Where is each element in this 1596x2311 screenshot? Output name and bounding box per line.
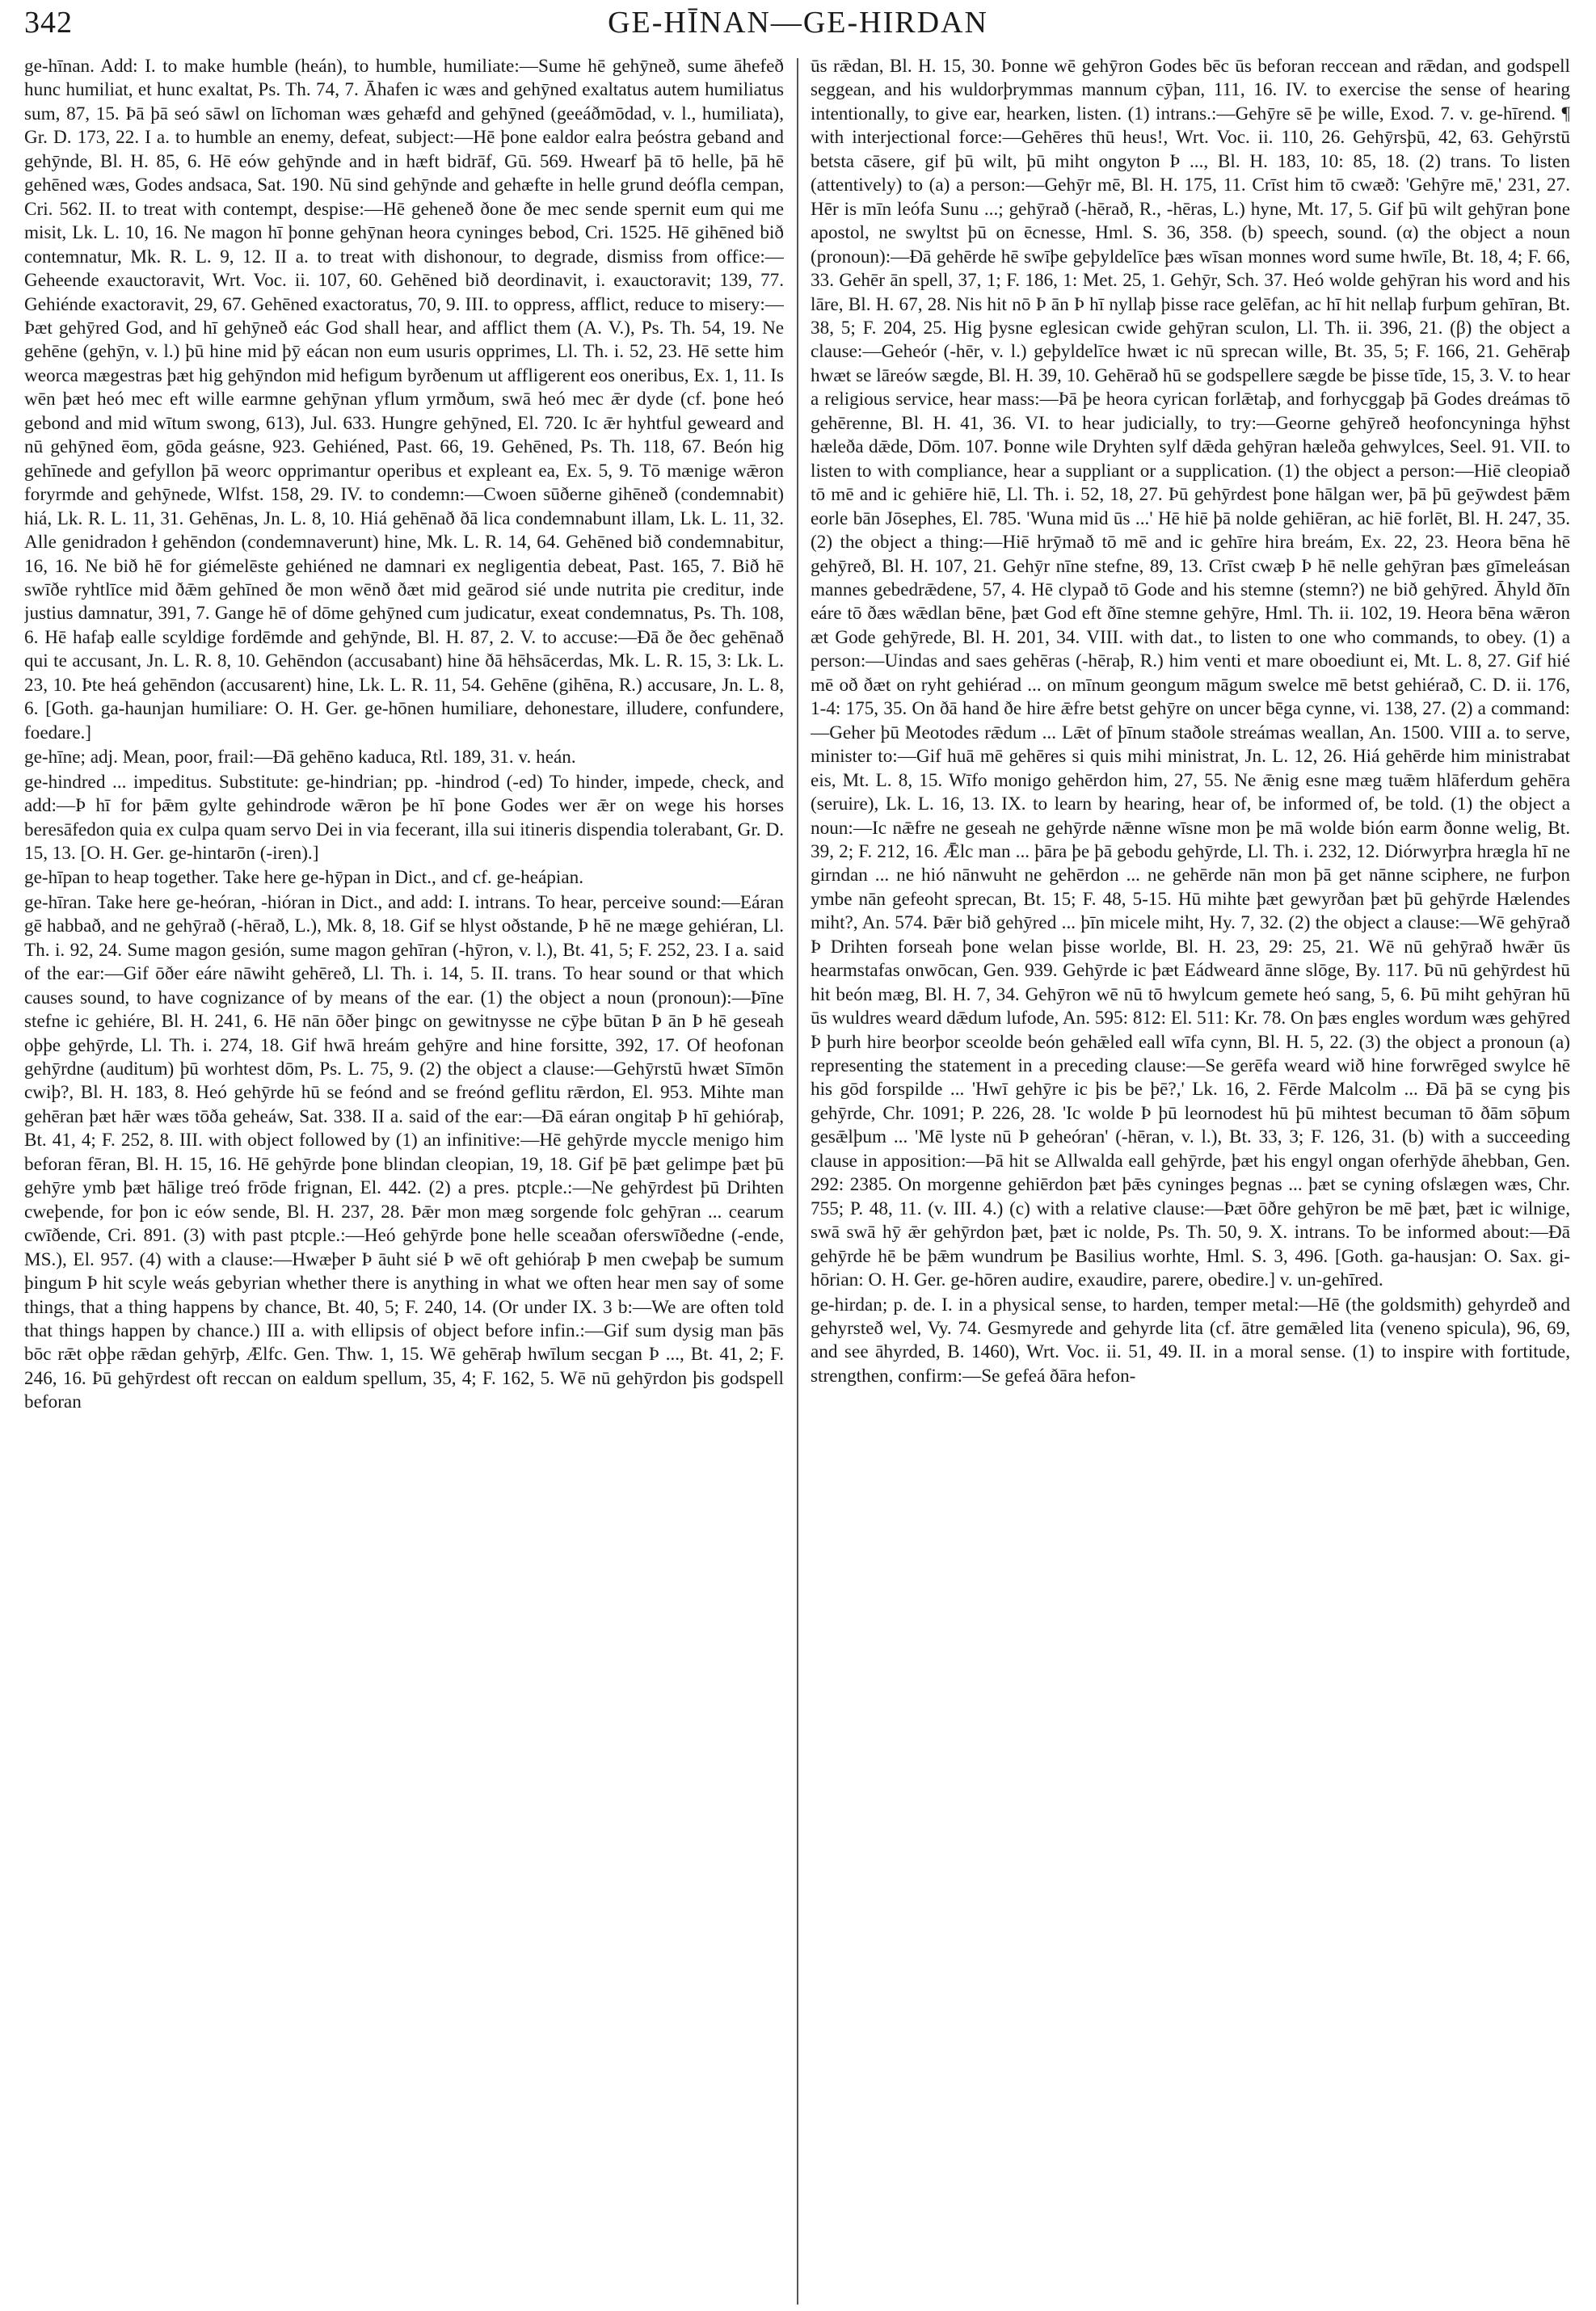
entry-ge-hiran: ge-hīran. Take here ge-heóran, -hióran in Dict., and add: I. intrans. To hear, perceive sound:—Eáran gē habbað, and ne gehȳrað (-hērað, L.), Mk. 8, 18. Gif se hlyst oðstande, Þ hē ne mæge gehiéran, Ll. Th. i. 92, 24. Sume magon gesión, sume magon gehīran (-hȳron, v. l.), Bt. 41, 5; F. 252, 23. I a. said of the ear:—Gif ōðer eáre nāwiht gehēreð, Ll. Th. i. 14, 5. II. trans. To hear sound or that which causes sound, to have cognizance of by means of the ear. (1) the object a noun (pronoun):—Þīne stefne ic gehiére, Bl. H. 241, 6. Hē nān ōðer þingc on gewitnysse ne cȳþe būtan Þ ān Þ hē geseah oþþe gehȳrde, Ll. Th. i. 274, 18. Gif hwā hreám gehȳre and hine forsitte, 392, 17. Of heofonan gehȳrdne (auditum) þū worhtest dōm, Ps. L. 75, 9. (2) the object a clause:—Gehȳrstū hwæt Sīmōn cwiþ?, Bl. H. 183, 8. Heó gehȳrde hū se feónd and se freónd geflitu rǣrdon, El. 953. Mihte man gehēran þæt hǣr wæs tōða geheáw, Sat. 338. II a. said of the ear:—Ðā eáran ongitaþ Þ hī gehióraþ, Bt. 41, 4; F. 252, 8. III. with object followed by (1) an infinitive:—Hē gehȳrde myccle menigo him beforan fēran, Bl. H. 15, 16. Hē gehȳrde þone blindan cleopian, 19, 18. Gif þē þæt gelimpe þæt þū gehȳre ymb þæt hālige treó frōde frignan, El. 442. (2) a pres. ptcple.:—Ne gehȳrdest þū Drihten cweþende, for þon ic eów sende, Bl. H. 237, 28. Þǣr mon mæg sorgende folc gehȳran ... cearum cwīðende, Cri. 891. (3) with past ptcple.:—Heó gehȳrde þone helle sceaðan oferswīðedne (-ende, MS.), El. 957. (4) with a clause:—Hwæþer Þ āuht sié Þ wē oft gehióraþ Þ men cweþaþ be sumum þingum Þ hit scyle weás gebyrian whether there is anything in what we often hear men say of some things, that a thing happens by chance, Bt. 40, 5; F. 240, 14. (Or under IX. 3 b:—We are often told that things happen by chance.) III a. with ellipsis of object before infin.:—Gif sum dysig man þās bōc rǣt oþþe rǣdan gehȳrþ, Ælfc. Gen. Thw. 1, 15. Wē gehēraþ hwīlum secgan Þ ..., Bt. 41, 2; F. 246, 16. Þū gehȳrdest oft reccan on ealdum spellum, 35, 4; F. 162, 5. Wē nū gehȳrdon þis godspell beforan — [24, 891, 784, 1413]
entry-ge-hirdan: ge-hirdan; p. de. I. in a physical sense, to harden, temper metal:—Hē (the goldsmith) gehyrdeð and gehyrsteð wel, Vy. 74. Gesmyrede and gehyrde lita (cf. ātre gemǣled lita (veneno spicula), 96, 69, and see āhyrded, B. 1460), Wrt. Voc. ii. 51, 49. II. in a moral sense. (1) to inspire with fortitude, strengthen, confirm:—Se gefeá ðāra hefon- — [811, 1294, 1570, 1387]
entry-ge-hipan: ge-hīpan to heap together. Take here ge-hȳpan in Dict., and cf. ge-heápian. — [24, 867, 584, 889]
entry-ge-hinan: ge-hīnan. Add: I. to make humble (heán), to humble, humiliate:—Sume hē gehȳneð, sume āhefeð hunc humiliat, et hunc exaltat, Ps. Th. 74, 7. Āhafen ic wæs and gehȳned exaltatus autem humiliatus sum, 87, 15. Þā þā seó sāwl on līchoman wæs gehæfd and gehȳned (geeáðmōdad, v. l., humiliata), Gr. D. 173, 22. I a. to humble an enemy, defeat, subject:—Hē þone ealdor ealra þeóstra geband and gehȳnde, Bl. H. 85, 6. Hē eów gehȳnde and in hæft bidrāf, Gū. 569. Hwearf þā tō helle, þā hē gehēned wæs, Godes andsaca, Sat. 190. Nū sind gehȳnde and gehæfte in helle grund deófla cempan, Cri. 562. II. to treat with contempt, despise:—Hē geheneð ðone ðe mec sende spernit eum qui me misit, Lk. L. 10, 16. Ne magon hī þonne gehȳnan heora cyninges bebod, Cri. 1525. Hē gihēned bið contemnatur, Mk. R. L. 9, 12. II a. to treat with dishonour, to degrade, dismiss from office:—Geheende exauctoravit, Wrt. Voc. ii. 107, 60. Gehēned bið deordinavit, i. exauctoravit; 139, 77. Gehiénde exactoravit, 29, 67. Gehēned exactoratus, 70, 9. III. to oppress, afflict, reduce to misery:—Þæt gehȳred God, and hī gehȳneð eác God shall hear, and afflict them (A. V.), Ps. Th. 54, 19. Ne gehēne (gehȳn, v. l.) þū hine mid þȳ eácan non eum usuris opprimes, Ll. Th. i. 52, 23. Hē sette him weorca mægestras þæt hig gehȳndon mid hefigum byrðenum ut affligerent eos oneribus, Ex. 1, 11. Is wēn þæt heó mec eft wille earmne gehȳnan yflum yrmðum, swā heó mec ǣr dyde (cf. þone heó gebond and mid wītum swong, 613), Jul. 633. Hungre gehȳned, El. 720. Ic ǣr hyhtful geweard and nū gehȳned ēom, gōda geásne, 923. Gehiéned, Past. 66, 19. Gehēned, Ps. Th. 118, 67. Beón hig gehīnede and gefyllon þā weorc opprimantur operibus et expleant ea, Ex. 5, 9. Tō mænige wǣron foryrmde and gehȳnede, Wlfst. 158, 29. IV. to condemn:—Cwoen sūðerne gihēneð (condemnabit) hiá, Lk. R. L. 11, 31. Gehēnas, Jn. L. 8, 10. Hiá gehēnað ðā lica condemnabunt illam, Lk. L. 11, 32. Alle genidradon ł gehēndon (condemnaverunt) hine, Mk. L. R. 14, 64. Gehēned bið condemnabitur, 16, 16. Ne bið hē for giémelēste gehiéned ne damnari ex negligentia debeat, Past. 165, 7. Bið hē swīðe ryhtlīce mid ðǣm gehīned ðe mon wēnð ðæt mid geārod sié unde nutrita pie creditur, inde justius damnatur, 391, 7. Gange hē of dōme gehȳned cum judicatur, exeat condemnatus, Ps. Th. 108, 6. Hē hafaþ ealle scyldige fordēmde and gehȳnde, Bl. H. 87, 2. V. to accuse:—Ðā ðe ðec gehēnað qui te accusant, Jn. L. R. 8, 10. Gehēndon (accusabant) hine ðā hēhsācerdas, Mk. L. R. 15, 3: Lk. L. 23, 10. Þte heá gehēndon (accusarent) hine, Lk. L. R. 11, 54. Gehēne (gihēna, R.) accusare, Jn. L. 8, 6. [Goth. ga-haunjan humiliare: O. H. Ger. ge-hōnen humiliare, dehonestare, illudere, confundere, foedare.] — [24, 56, 784, 743]
column-divider — [797, 58, 798, 2305]
entry-ge-hindred: ge-hindred ... impeditus. Substitute: ge-hindrian; pp. -hindrod (-ed) To hinder, impede, check, and add:—Þ hī for þǣm gylte gehindrode wǣron þe hī þone Godes wer ǣr on wege his horses beresāfedon quia ex culpa quam servo Dei in via fecerant, illa sui itineris dispendia tolerabant, Gr. D. 15, 13. [O. H. Ger. ge-hintarōn (-iren).] — [24, 771, 784, 864]
page-header — [0, 0, 1596, 48]
page-number: 342 — [24, 6, 73, 40]
entry-ge-hiran-continued: ūs rǣdan, Bl. H. 15, 30. Þonne wē gehȳron Godes bēc ūs beforan reccean and rǣdan, and godspell seggean, and his wuldorþrymmas mannum cȳþan, 111, 16. IV. to exercise the sense of hearing intentionally, to give ear, hearken, listen. (1) intrans.:—Gehȳre sē þe wille, Exod. 7. v. ge-hīrend. ¶ with interjectional force:—Gehēres thū heus!, Wrt. Voc. ii. 110, 26. Gehȳrsþū, 42, 63. Gehȳrstū betsta cāsere, gif þū wilt, þū miht ongyton Þ ..., Bl. H. 183, 10: 85, 18. (2) trans. To listen (attentively) to (a) a person:—Gehȳr mē, Bl. H. 175, 11. Crīst him tō cwæð: 'Gehȳre mē,' 231, 27. Hēr is mīn leófa Sunu ...; gehȳrað (-hērað, R., -hēras, L.) hyne, Mt. 17, 5. Gif þū wilt gehȳran þone apostol, ne swyltst þū on ēcnesse, Hml. S. 36, 358. (b) speech, sound. (α) the object a noun (pronoun):—Ðā gehērde hē swīþe geþyldelīce þæs wīsan monnes word sume hwīle, Bt. 18, 4; F. 66, 33. Gehēr ān spell, 37, 1; F. 186, 1: Met. 25, 1. Gehȳr, Sch. 37. Heó wolde gehȳran his word and his lāre, Bl. H. 67, 28. Nis hit nō Þ ān Þ hī nyllaþ þisse race gelēfan, ac hī hit nellaþ furþum gehīran, Bt. 38, 5; F. 204, 25. Hig þysne eglesican cwide gehȳran sculon, Ll. Th. ii. 396, 21. (β) the object a clause:—Geheór (-hēr, v. l.) geþyldelīce hwæt ic nū sprecan wille, Bt. 35, 5; F. 166, 21. Gehēraþ hwæt se lāreów sægde, Bl. H. 39, 10. Gehērað hū se godspellere sægde be þisse tīde, 15, 3. V. to hear a religious service, hear mass:—Þā þe heora cyrican forlǣtaþ, and forhycggaþ þā Godes dreámas tō gehērenne, Bl. H. 41, 36. VI. to hear judicially, to try:—Georne gehȳreð heofoncyninga hȳhst hæleða dǣde, Dōm. 107. Þonne wile Dryhten sylf dǣda gehȳran hæleða gehwylces, Seel. 91. VII. to listen to with compliance, hear a suppliant or a supplication. (1) the object a person:—Hiē cleopiað tō mē and ic gehiēre hiē, Ll. Th. i. 52, 18, 27. Þū gehȳrdest þone hālgan wer, þā þū geȳwdest þǣm eorle bān Jōsephes, El. 785. 'Wuna mid ūs ...' Hē hiē þā nolde gehiēran, ac hiē forlēt, Bl. H. 247, 35. (2) the object a thing:—Hiē hrȳmað tō mē and ic gehīre hira breám, Ex. 22, 23. Heora bēna hē gehȳreð, Bl. H. 107, 21. Gehȳr nīne stefne, 89, 13. Crīst cwæþ Þ hē nelle gehȳran þæs gīmeleásan mannes gebedrǣdene, 57, 4. Hē clypað tō Gode and his stemne (stemn?) ne bið gehȳred. Āhyld ðīn eáre tō ðæs wǣdlan bēne, þæt God eft ðīne stemne gehȳre, Hml. Th. ii. 102, 19. Heora bēna wǣron æt Gode gehȳrede, Bl. H. 201, 34. VIII. with dat., to listen to one who commands, to obey. (1) a person:—Uindas and saes gehēras (-hēraþ, R.) him venti et mare oboediunt ei, Mt. L. 8, 27. Gif hié mē oð ðæt on ryht gehiérad ... on mīnum geongum māgum swelce mē betst gehiérað, C. D. ii. 176, 1-4: 175, 35. On ðā hand ðe hire ǣfre betst gehȳre on uncer bēga cynne, vi. 138, 27. (2) a command:—Geher þū Meotodes rǣdum ... Lǣt of þīnum staðole streámas weallan, An. 1500. VIII a. to serve, minister to:—Gif huā mē gehēres si quis mihi ministrat, Jn. L. 12, 26. Hiá gehērde him ministrabat eis, Mt. L. 8, 15. Wīfo monigo gehērdon him, 27, 55. Ne ǣnig esne mæg tuǣm hlāferdum gehēra (seruire), Lk. L. 16, 13. IX. to learn by hearing, hear of, be informed of, be told. (1) the object a noun:—Ic nǣfre ne geseah ne gehȳrde nǣnne wīsne mon þe mā wolde bión earm ðonne welig, Bt. 39, 2; F. 212, 16. Ǣlc man ... þāra þe þā gebodu gehȳrde, Ll. Th. i. 232, 12. Diórwyrþra hrægla hī ne girndan ... ne hió nānwuht ne gehērdon ... ne gehērde nān mon þā get nānne sciphere, ne furþon ymbe nān gefeoht sprecan, Bt. 15; F. 48, 5-15. Hū mihte þæt gewyrðan þæt þū gehȳrde Hælendes miht?, An. 574. Þǣr bið gehȳred ... þīn micele miht, Hy. 7, 32. (2) the object a clause:—Wē gehȳrað Þ Drihten forseah þone welan þisse worlde, Bl. H. 23, 29: 25, 21. Wē nū gehȳrað hwǣr ūs hearmstafas onwōcan, Gen. 939. Gehȳrde ic þæt Eádweard ānne slōge, By. 117. Þū nū gehȳrdest hū hit beón mæg, Bl. H. 7, 34. Gehȳron wē nū tō hwylcum gemete heó sang, 5, 6. Þū miht gehȳran hū ūs wuldres weard dǣdum lufode, An. 595: 812: El. 511: Kr. 78. On þæs engles wordum wæs gehȳred Þ þurh hire beorþor sceolde beón gehǣled eall wīfa cynn, Bl. H. 5, 22. (3) the object a pronoun (a) representing the statement in a preceding clause:—Se gerēfa weard wið hine forwrēged swylce hē his gōd forspilde ... 'Hwī gehȳre ic þis be þē?,' Lk. 16, 2. Fērde Malcolm ... Ðā þā se cyng þis gehȳrde, Chr. 1091; P. 226, 28. 'Ic wolde Þ þū leornodest hū þū mihtest becuman tō ðām sōþum gesǣlþum ... 'Mē lyste nū Þ geheóran' (-hēran, v. l.), Bt. 33, 3; F. 126, 31. (b) with a succeeding clause in apposition:—Þā hit se Allwalda eall gehȳrde, þæt his engyl ongan oferhȳde āhebban, Gen. 292: 2385. On morgenne gehiērdon þæt þǣs cyninges þegnas ... þæt se cyning ofslægen wæs, Chr. 755; P. 48, 11. (v. III. 4.) (c) with a relative clause:—Þæt ōðre gehȳron be mē þæt, þæt ic wilnige, swā swā hȳ ǣr gehȳrdon þæt, þæt ic nolde, Ps. Th. 50, 9. X. intrans. To be informed about:—Ðā gehȳrde hē be þǣm wundrum þe Basilius worhte, Hml. S. 3, 496. [Goth. ga-hausjan: O. Sax. gi-hōrian: O. H. Ger. ge-hōren audire, exaudire, parere, obedire.] v. un-gehīred. — [811, 56, 1570, 1291]
left-column — [24, 55, 784, 2301]
running-head: GE-HĪNAN—GE-HIRDAN — [608, 6, 988, 40]
right-column — [811, 55, 1570, 2301]
entry-ge-hine: ge-hīne; adj. Mean, poor, frail:—Ðā gehēno kaduca, Rtl. 189, 31. v. heán. — [24, 747, 576, 768]
